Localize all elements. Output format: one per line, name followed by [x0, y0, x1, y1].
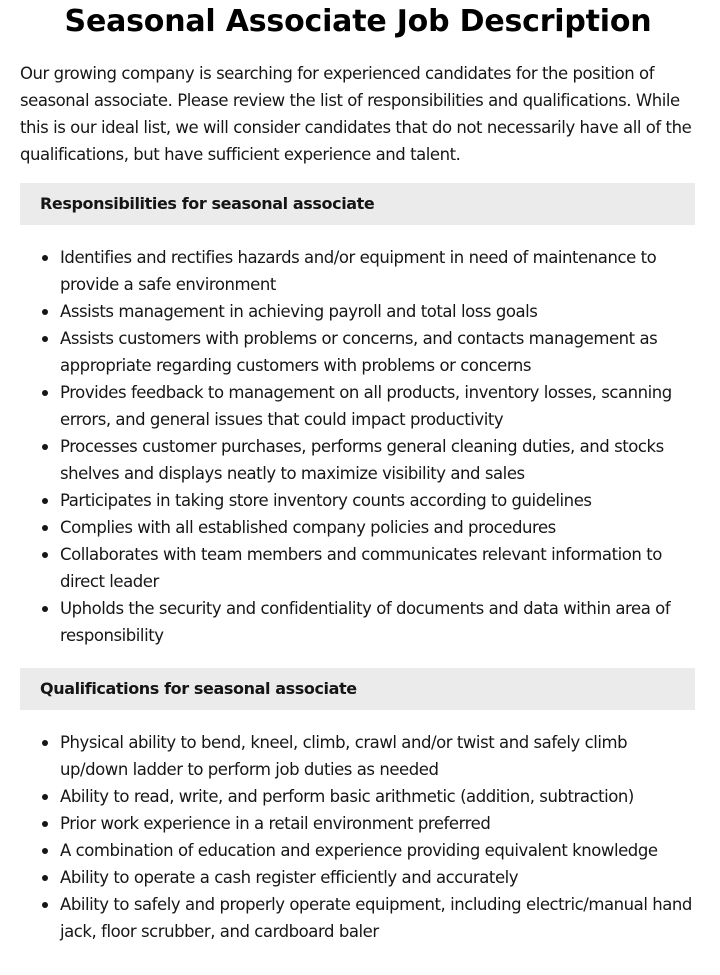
qualifications-list	[20, 729, 698, 945]
qualifications-heading: Qualifications for seasonal associate	[20, 668, 695, 710]
list-item: Processes customer purchases, performs general cleaning duties, and stocks shelves and displays neatly to maximize visibility and sales	[60, 433, 698, 487]
list-item: Upholds the security and confidentiality of documents and data within area of responsibility	[60, 595, 698, 649]
list-item: Complies with all established company policies and procedures	[60, 514, 698, 541]
list-item: Prior work experience in a retail environment preferred	[60, 810, 698, 837]
list-item: Ability to safely and properly operate equipment, including electric/manual hand jack, floor scrubber, and cardboard baler	[60, 891, 698, 945]
list-item: Participates in taking store inventory counts according to guidelines	[60, 487, 698, 514]
list-item: Ability to read, write, and perform basic arithmetic (addition, subtraction)	[60, 783, 698, 810]
list-item: Physical ability to bend, kneel, climb, crawl and/or twist and safely climb up/down ladder to perform job duties as needed	[60, 729, 698, 783]
list-item: Assists management in achieving payroll and total loss goals	[60, 298, 698, 325]
list-item: Identifies and rectifies hazards and/or equipment in need of maintenance to provide a safe environment	[60, 244, 698, 298]
list-item: Ability to operate a cash register efficiently and accurately	[60, 864, 698, 891]
list-item: Collaborates with team members and communicates relevant information to direct leader	[60, 541, 698, 595]
responsibilities-list	[20, 244, 698, 649]
list-item: Assists customers with problems or concerns, and contacts management as appropriate regarding customers with problems or concerns	[60, 325, 698, 379]
list-item: Provides feedback to management on all products, inventory losses, scanning errors, and general issues that could impact productivity	[60, 379, 698, 433]
list-item: A combination of education and experience providing equivalent knowledge	[60, 837, 698, 864]
page-title: Seasonal Associate Job Description	[64, 4, 652, 39]
responsibilities-heading: Responsibilities for seasonal associate	[20, 183, 695, 225]
intro-paragraph: Our growing company is searching for experienced candidates for the position of seasonal associate. Please review the list of responsibilities and qualifications. While this is our ideal list, we will consider candidates that do not necessarily have all of the qualifications, but have sufficient experience and talent.	[20, 64, 692, 164]
